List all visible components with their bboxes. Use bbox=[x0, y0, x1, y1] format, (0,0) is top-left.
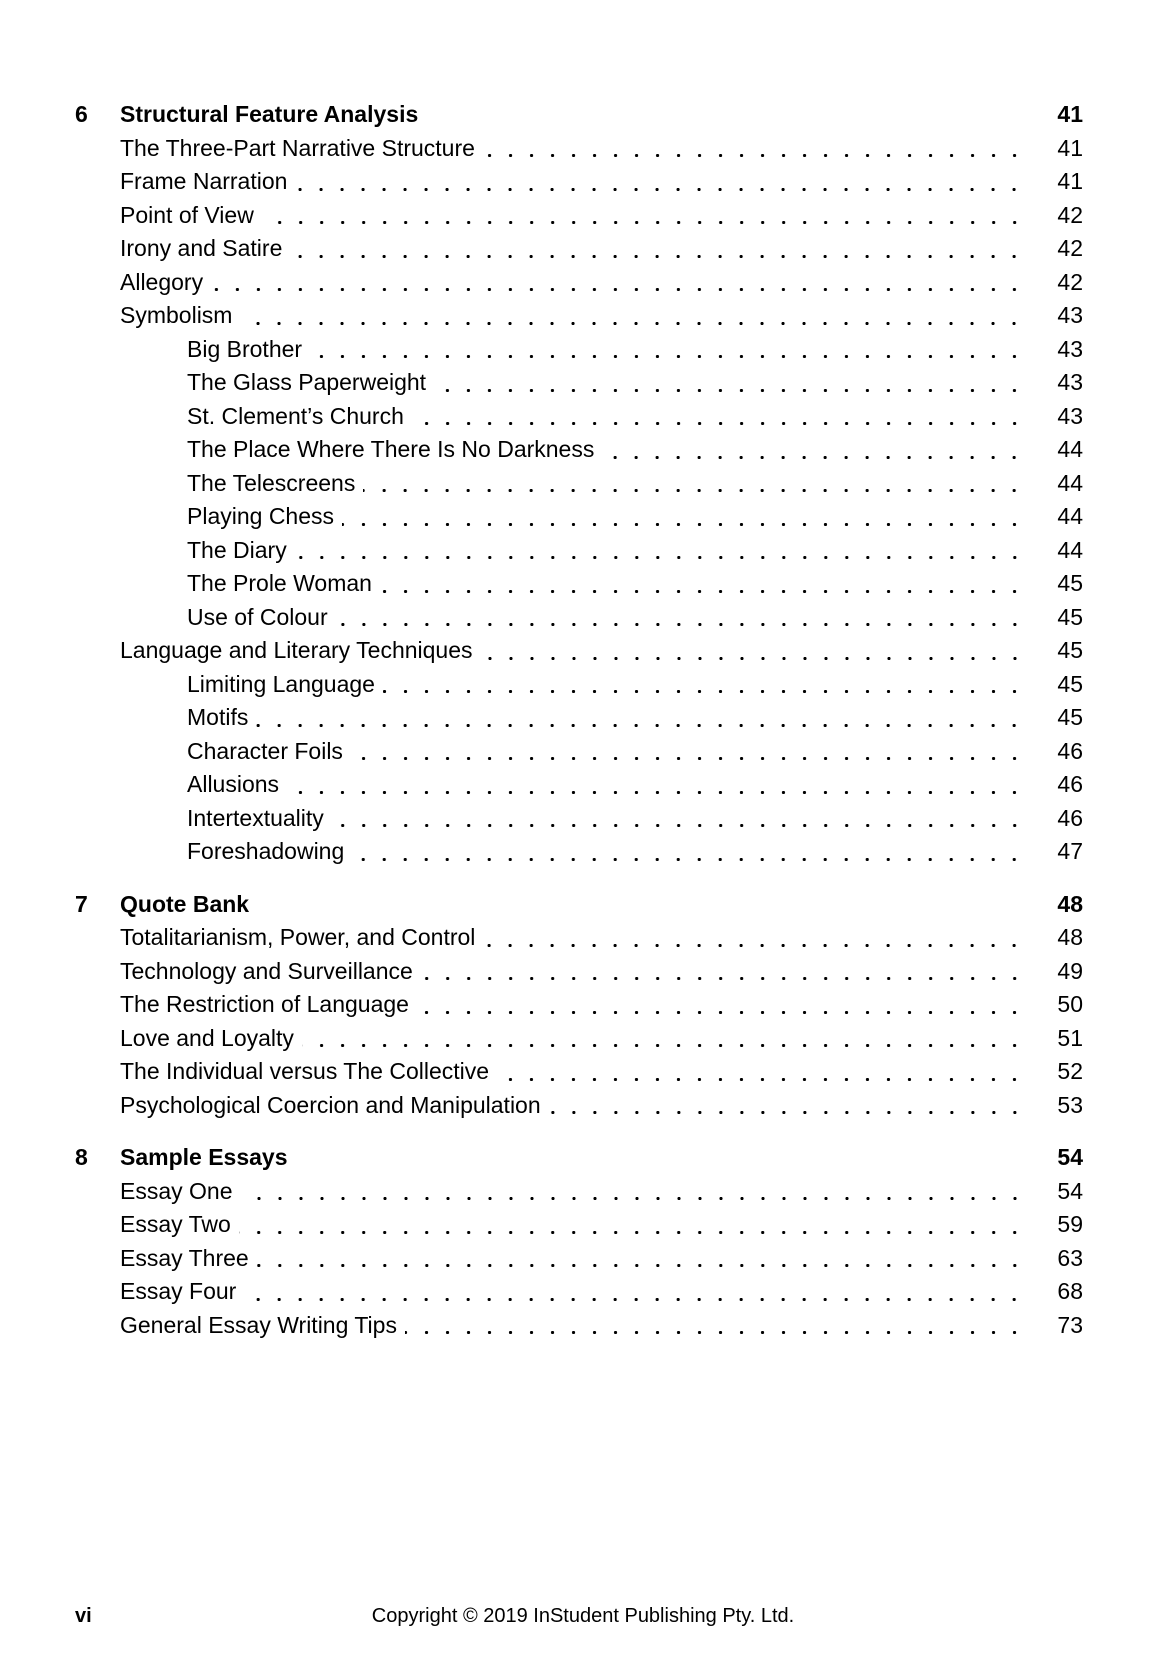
dot-leader bbox=[240, 299, 1031, 333]
toc-entry-page-number: 73 bbox=[1057, 1311, 1083, 1338]
dot-leader bbox=[290, 232, 1031, 266]
toc-entry-page-number: 42 bbox=[1057, 235, 1083, 261]
toc-entry-page-number: 50 bbox=[1057, 991, 1083, 1017]
chapter-page-number: 48 bbox=[1057, 890, 1083, 917]
toc-entry-page-number: 49 bbox=[1057, 957, 1083, 984]
toc-entry-row bbox=[75, 1175, 1083, 1209]
dot-leader bbox=[336, 601, 1031, 635]
toc-entry-page-number: 52 bbox=[1057, 1058, 1083, 1084]
toc-entry-title: Character Foils bbox=[187, 737, 343, 764]
toc-entry-page-number: 43 bbox=[1057, 302, 1083, 328]
dot-leader bbox=[332, 802, 1031, 836]
toc-entry-title: Irony and Satire bbox=[120, 235, 283, 261]
toc-entry-title: The Individual versus The Collective bbox=[120, 1058, 490, 1084]
dot-leader bbox=[257, 1242, 1031, 1276]
toc-entry-row bbox=[75, 400, 1083, 434]
dot-leader bbox=[417, 988, 1031, 1022]
toc-entry-row bbox=[75, 955, 1083, 989]
toc-entry-row bbox=[75, 1309, 1083, 1343]
toc-chapter-row bbox=[75, 98, 1083, 132]
chapter-number: 8 bbox=[75, 1144, 88, 1170]
toc-entry-page-number: 48 bbox=[1057, 924, 1083, 950]
toc-entry-page-number: 41 bbox=[1057, 134, 1083, 161]
toc-entry-title: Love and Loyalty bbox=[120, 1024, 294, 1051]
dot-leader bbox=[256, 701, 1031, 735]
toc-entry-page-number: 43 bbox=[1057, 335, 1083, 362]
toc-entry-title: Limiting Language bbox=[187, 670, 375, 697]
dot-leader bbox=[483, 921, 1031, 955]
dot-leader bbox=[241, 1175, 1032, 1209]
toc-entry-page-number: 45 bbox=[1057, 570, 1083, 596]
toc-entry-title: Point of View bbox=[120, 201, 254, 228]
toc-entry-page-number: 45 bbox=[1057, 704, 1083, 730]
dot-leader bbox=[421, 955, 1031, 989]
toc-entry-row bbox=[75, 132, 1083, 166]
toc-entry-title: Psychological Coercion and Manipulation bbox=[120, 1091, 541, 1118]
toc-entry-title: Intertextuality bbox=[187, 804, 324, 831]
toc-entry-title: Frame Narration bbox=[120, 168, 288, 194]
toc-entry-row bbox=[75, 768, 1083, 802]
toc-entry-row bbox=[75, 1089, 1083, 1123]
dot-leader bbox=[295, 165, 1031, 199]
toc-entry-page-number: 41 bbox=[1057, 168, 1083, 194]
toc-entry-page-number: 59 bbox=[1057, 1211, 1083, 1237]
dot-leader bbox=[380, 567, 1031, 601]
footer-page-number: vi bbox=[75, 1605, 92, 1627]
toc-entry-page-number: 54 bbox=[1057, 1177, 1083, 1204]
toc-entry-row bbox=[75, 266, 1083, 300]
toc-entry-page-number: 46 bbox=[1057, 737, 1083, 764]
toc-entry-page-number: 46 bbox=[1057, 804, 1083, 831]
toc-entry-title: Essay One bbox=[120, 1177, 233, 1204]
chapter-title: Quote Bank bbox=[120, 890, 250, 917]
footer-copyright: Copyright © 2019 InStudent Publishing Pty. Ltd. bbox=[371, 1605, 795, 1627]
toc-entry-row bbox=[75, 232, 1083, 266]
dot-leader bbox=[239, 1208, 1031, 1242]
toc-entry-title: Essay Three bbox=[120, 1244, 249, 1271]
toc-entry-title: Symbolism bbox=[120, 302, 233, 328]
chapter-page-number: 54 bbox=[1057, 1144, 1083, 1170]
toc-chapter-row bbox=[75, 1141, 1083, 1175]
toc-entry-title: Foreshadowing bbox=[187, 838, 345, 864]
toc-entry-page-number: 43 bbox=[1057, 402, 1083, 429]
toc-entry-title: Big Brother bbox=[187, 335, 303, 362]
dot-leader bbox=[483, 132, 1031, 166]
toc-entry-page-number: 68 bbox=[1057, 1278, 1083, 1304]
toc-chapter-row bbox=[75, 888, 1083, 922]
toc-entry-row bbox=[75, 1208, 1083, 1242]
toc-entry-title: Allusions bbox=[187, 771, 280, 797]
toc-entry-page-number: 45 bbox=[1057, 603, 1083, 630]
toc-entry-title: General Essay Writing Tips bbox=[120, 1311, 397, 1338]
table-of-contents bbox=[75, 79, 1083, 1342]
toc-entry-page-number: 43 bbox=[1057, 369, 1083, 395]
toc-entry-row bbox=[75, 433, 1083, 467]
toc-entry-title: Language and Literary Techniques bbox=[120, 637, 473, 663]
toc-entry-page-number: 46 bbox=[1057, 771, 1083, 797]
toc-entry-page-number: 45 bbox=[1057, 670, 1083, 697]
toc-entry-row bbox=[75, 835, 1083, 869]
toc-entry-page-number: 53 bbox=[1057, 1091, 1083, 1118]
dot-leader bbox=[481, 634, 1031, 668]
dot-leader bbox=[287, 768, 1031, 802]
toc-entry-title: The Restriction of Language bbox=[120, 991, 409, 1017]
toc-entry-row bbox=[75, 199, 1083, 233]
toc-entry-row bbox=[75, 921, 1083, 955]
toc-entry-page-number: 42 bbox=[1057, 268, 1083, 295]
toc-entry-title: The Place Where There Is No Darkness bbox=[187, 436, 595, 462]
toc-entry-title: The Glass Paperweight bbox=[187, 369, 427, 395]
toc-entry-title: Allegory bbox=[120, 268, 204, 295]
chapter-title: Sample Essays bbox=[120, 1144, 288, 1170]
toc-entry-row bbox=[75, 735, 1083, 769]
toc-entry-row bbox=[75, 601, 1083, 635]
toc-entry-page-number: 44 bbox=[1057, 536, 1083, 563]
toc-entry-row bbox=[75, 668, 1083, 702]
toc-entry-row bbox=[75, 988, 1083, 1022]
toc-entry-row bbox=[75, 165, 1083, 199]
toc-entry-row bbox=[75, 802, 1083, 836]
chapter-number: 7 bbox=[75, 890, 88, 917]
dot-leader bbox=[549, 1089, 1031, 1123]
toc-entry-row bbox=[75, 500, 1083, 534]
dot-leader bbox=[434, 366, 1031, 400]
dot-leader bbox=[602, 433, 1031, 467]
toc-entry-row bbox=[75, 701, 1083, 735]
toc-entry-row bbox=[75, 534, 1083, 568]
toc-entry-page-number: 44 bbox=[1057, 503, 1083, 529]
toc-entry-title: Motifs bbox=[187, 704, 249, 730]
toc-entry-page-number: 42 bbox=[1057, 201, 1083, 228]
toc-entry-row bbox=[75, 299, 1083, 333]
toc-entry-page-number: 63 bbox=[1057, 1244, 1083, 1271]
toc-entry-row bbox=[75, 1022, 1083, 1056]
toc-entry-row bbox=[75, 1242, 1083, 1276]
toc-entry-title: Essay Four bbox=[120, 1278, 237, 1304]
toc-entry-title: The Diary bbox=[187, 536, 287, 563]
toc-entry-row bbox=[75, 634, 1083, 668]
toc-entry-page-number: 47 bbox=[1057, 838, 1083, 864]
dot-leader bbox=[383, 668, 1031, 702]
dot-leader bbox=[262, 199, 1031, 233]
chapter-title: Structural Feature Analysis bbox=[120, 101, 419, 127]
toc-entry-title: Totalitarianism, Power, and Control bbox=[120, 924, 476, 950]
toc-entry-title: Essay Two bbox=[120, 1211, 231, 1237]
toc-entry-title: Use of Colour bbox=[187, 603, 328, 630]
toc-entry-title: The Three-Part Narrative Structure bbox=[120, 134, 475, 161]
toc-entry-row bbox=[75, 1275, 1083, 1309]
toc-entry-row bbox=[75, 467, 1083, 501]
toc-entry-row bbox=[75, 333, 1083, 367]
dot-leader bbox=[310, 333, 1031, 367]
toc-entry-title: Technology and Surveillance bbox=[120, 957, 413, 984]
dot-leader bbox=[211, 266, 1031, 300]
dot-leader bbox=[302, 1022, 1031, 1056]
dot-leader bbox=[342, 500, 1031, 534]
dot-leader bbox=[295, 534, 1031, 568]
dot-leader bbox=[352, 835, 1031, 869]
dot-leader bbox=[405, 1309, 1031, 1343]
toc-entry-title: The Telescreens bbox=[187, 469, 356, 496]
toc-entry-page-number: 44 bbox=[1057, 469, 1083, 496]
toc-entry-page-number: 44 bbox=[1057, 436, 1083, 462]
chapter-page-number: 41 bbox=[1057, 101, 1083, 127]
dot-leader bbox=[351, 735, 1031, 769]
toc-entry-title: The Prole Woman bbox=[187, 570, 372, 596]
toc-entry-title: Playing Chess bbox=[187, 503, 335, 529]
toc-entry-row bbox=[75, 366, 1083, 400]
toc-entry-row bbox=[75, 1055, 1083, 1089]
toc-entry-page-number: 51 bbox=[1057, 1024, 1083, 1051]
dot-leader bbox=[497, 1055, 1031, 1089]
dot-leader bbox=[244, 1275, 1031, 1309]
dot-leader bbox=[412, 400, 1031, 434]
chapter-number: 6 bbox=[75, 101, 88, 127]
toc-entry-title: St. Clement’s Church bbox=[187, 402, 404, 429]
toc-entry-page-number: 45 bbox=[1057, 637, 1083, 663]
toc-entry-row bbox=[75, 567, 1083, 601]
dot-leader bbox=[363, 467, 1031, 501]
